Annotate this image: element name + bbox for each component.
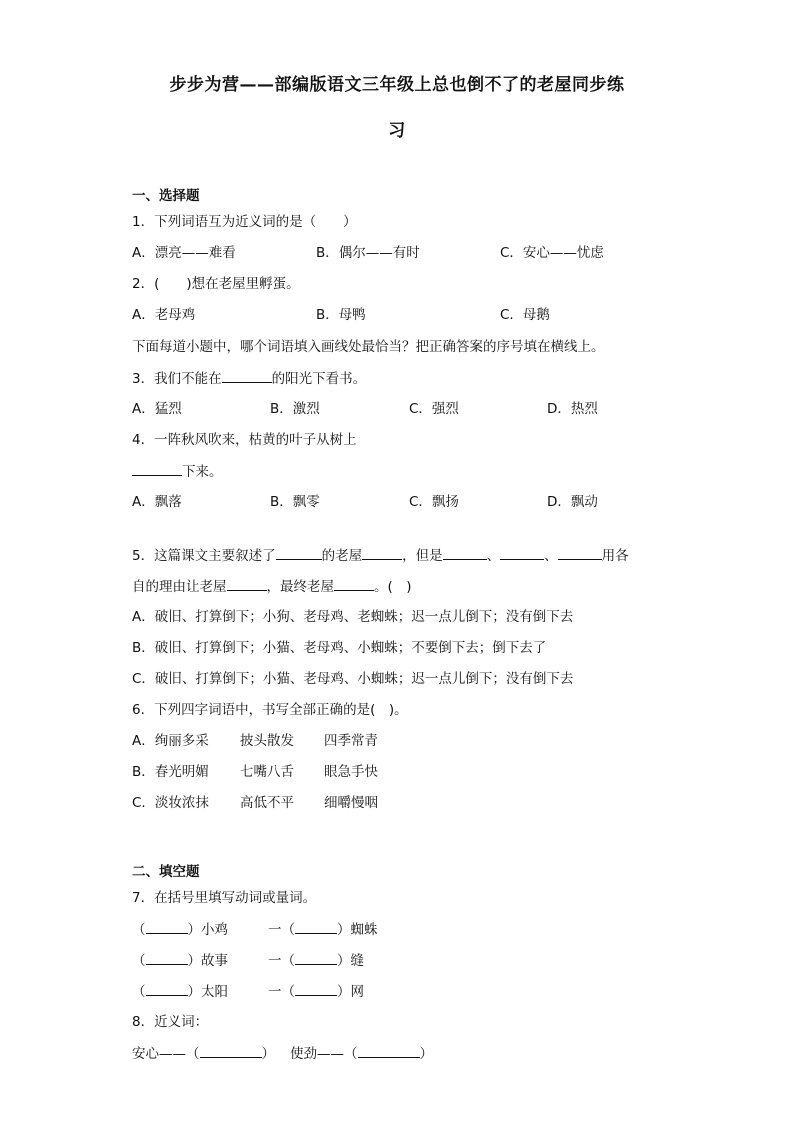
question-3-stem <box>132 368 366 389</box>
q5-text-4: 、 <box>486 548 501 564</box>
q5-blank-2 <box>362 545 402 560</box>
q7-row2-right: 一（ ）缝 <box>268 950 364 971</box>
q8-synonym-2: 使劲——（ ） <box>290 1043 433 1064</box>
q2-option-a: A．老母鸡 <box>132 307 196 323</box>
q6-option-c-word3: 细嚼慢咽 <box>324 795 378 811</box>
q6-option-b-word3: 眼急手快 <box>324 764 378 780</box>
question-1-stem: 1．下列词语互为近义词的是（ ） <box>132 214 357 230</box>
question-4-continuation <box>132 461 223 482</box>
q7-blank <box>295 981 337 996</box>
page-title-line1: 步步为营——部编版语文三年级上总也倒不了的老屋同步练 <box>169 75 625 95</box>
q6-option-a-word2: 披头散发 <box>240 733 294 749</box>
q8-synonym-1: 安心——（ ） <box>132 1043 275 1064</box>
question-5-stem-line1 <box>132 545 629 566</box>
q4-blank <box>132 461 182 476</box>
q3-blank <box>222 368 272 383</box>
q7-row1-right: 一（ ）蜘蛛 <box>268 919 378 940</box>
q7-row1-left: （ ）小鸡 <box>132 919 228 940</box>
q7-blank <box>295 919 337 934</box>
q3-option-d: D．热烈 <box>547 401 598 417</box>
q7-blank <box>146 919 188 934</box>
q7-row3-left: （ ）太阳 <box>132 981 228 1002</box>
q3-option-a: A．猛烈 <box>132 401 182 417</box>
instruction-text: 下面每道小题中，哪个词语填入画线处最恰当？把正确答案的序号填在横线上。 <box>132 339 605 355</box>
q5-blank-3 <box>443 545 487 560</box>
q4-option-d: D．飘动 <box>547 494 598 510</box>
q6-option-c-word1: C．淡妆浓抹 <box>132 795 209 811</box>
q5-text-1: 5．这篇课文主要叙述了 <box>132 548 276 564</box>
q3-text-pre: 3．我们不能在 <box>132 371 222 387</box>
q4-option-b: B．飘零 <box>270 494 320 510</box>
q5-text-3: ，但是 <box>402 548 443 564</box>
q8-blank-1 <box>200 1043 262 1058</box>
q7-blank <box>295 950 337 965</box>
q5-text-5: 、 <box>544 548 558 564</box>
q5-blank-7 <box>334 576 374 591</box>
q5-option-a: A．破旧、打算倒下；小狗、老母鸡、老蜘蛛；迟一点儿倒下；没有倒下去 <box>132 609 574 625</box>
question-6-stem: 6．下列四字词语中，书写全部正确的是( )。 <box>132 702 408 718</box>
q3-text-post: 的阳光下看书。 <box>271 371 367 387</box>
q4-text-post: 下来。 <box>182 464 223 480</box>
q1-option-c: C．安心——忧虑 <box>500 245 604 261</box>
q2-option-b: B．母鸭 <box>316 307 366 323</box>
q7-row3-right: 一（ ）网 <box>268 981 364 1002</box>
q5-blank-5 <box>558 545 602 560</box>
q5-option-c: C．破旧、打算倒下；小猫、老母鸡、小蜘蛛；迟一点儿倒下；没有倒下去 <box>132 671 574 687</box>
question-7-stem: 7．在括号里填写动词或量词。 <box>132 890 317 906</box>
q5-text-2: 的老屋 <box>321 548 363 564</box>
section-heading-choice: 一、选择题 <box>132 188 200 204</box>
q2-option-c: C．母鹅 <box>500 307 550 323</box>
q7-row2-left: （ ）故事 <box>132 950 228 971</box>
q6-option-c-word2: 高低不平 <box>240 795 294 811</box>
q4-option-a: A．飘落 <box>132 494 182 510</box>
question-8-stem: 8．近义词： <box>132 1014 209 1030</box>
q5-text-8: ，最终老屋 <box>266 579 334 595</box>
q5-text-6: 用各 <box>601 548 629 564</box>
section-heading-fill: 二、填空题 <box>132 864 200 880</box>
q5-text-9: 。( ) <box>374 579 412 595</box>
question-5-stem-line2 <box>132 576 412 597</box>
q5-text-7: 自的理由让老屋 <box>132 579 227 595</box>
q6-option-a-word1: A．绚丽多采 <box>132 733 209 749</box>
question-4-stem: 4．一阵秋风吹来，枯黄的叶子从树上 <box>132 432 357 448</box>
q6-option-a-word3: 四季常青 <box>324 733 378 749</box>
q7-blank <box>146 981 188 996</box>
q5-option-b: B．破旧、打算倒下；小猫、老母鸡、小蜘蛛；不要倒下去；倒下去了 <box>132 640 547 656</box>
q6-option-b-word2: 七嘴八舌 <box>240 764 294 780</box>
q5-blank-1 <box>276 545 322 560</box>
q6-option-b-word1: B．春光明媚 <box>132 764 209 780</box>
question-2-stem: 2．( )想在老屋里孵蛋。 <box>132 276 300 292</box>
q5-blank-4 <box>500 545 544 560</box>
q3-option-c: C．强烈 <box>409 401 459 417</box>
q3-option-b: B．激烈 <box>270 401 320 417</box>
page-title-line2: 习 <box>388 121 406 141</box>
q7-blank <box>146 950 188 965</box>
q8-blank-2 <box>358 1043 420 1058</box>
q5-blank-6 <box>227 576 267 591</box>
q4-option-c: C．飘扬 <box>409 494 459 510</box>
q1-option-b: B．偶尔——有时 <box>316 245 420 261</box>
q1-option-a: A．漂亮——难看 <box>132 245 236 261</box>
